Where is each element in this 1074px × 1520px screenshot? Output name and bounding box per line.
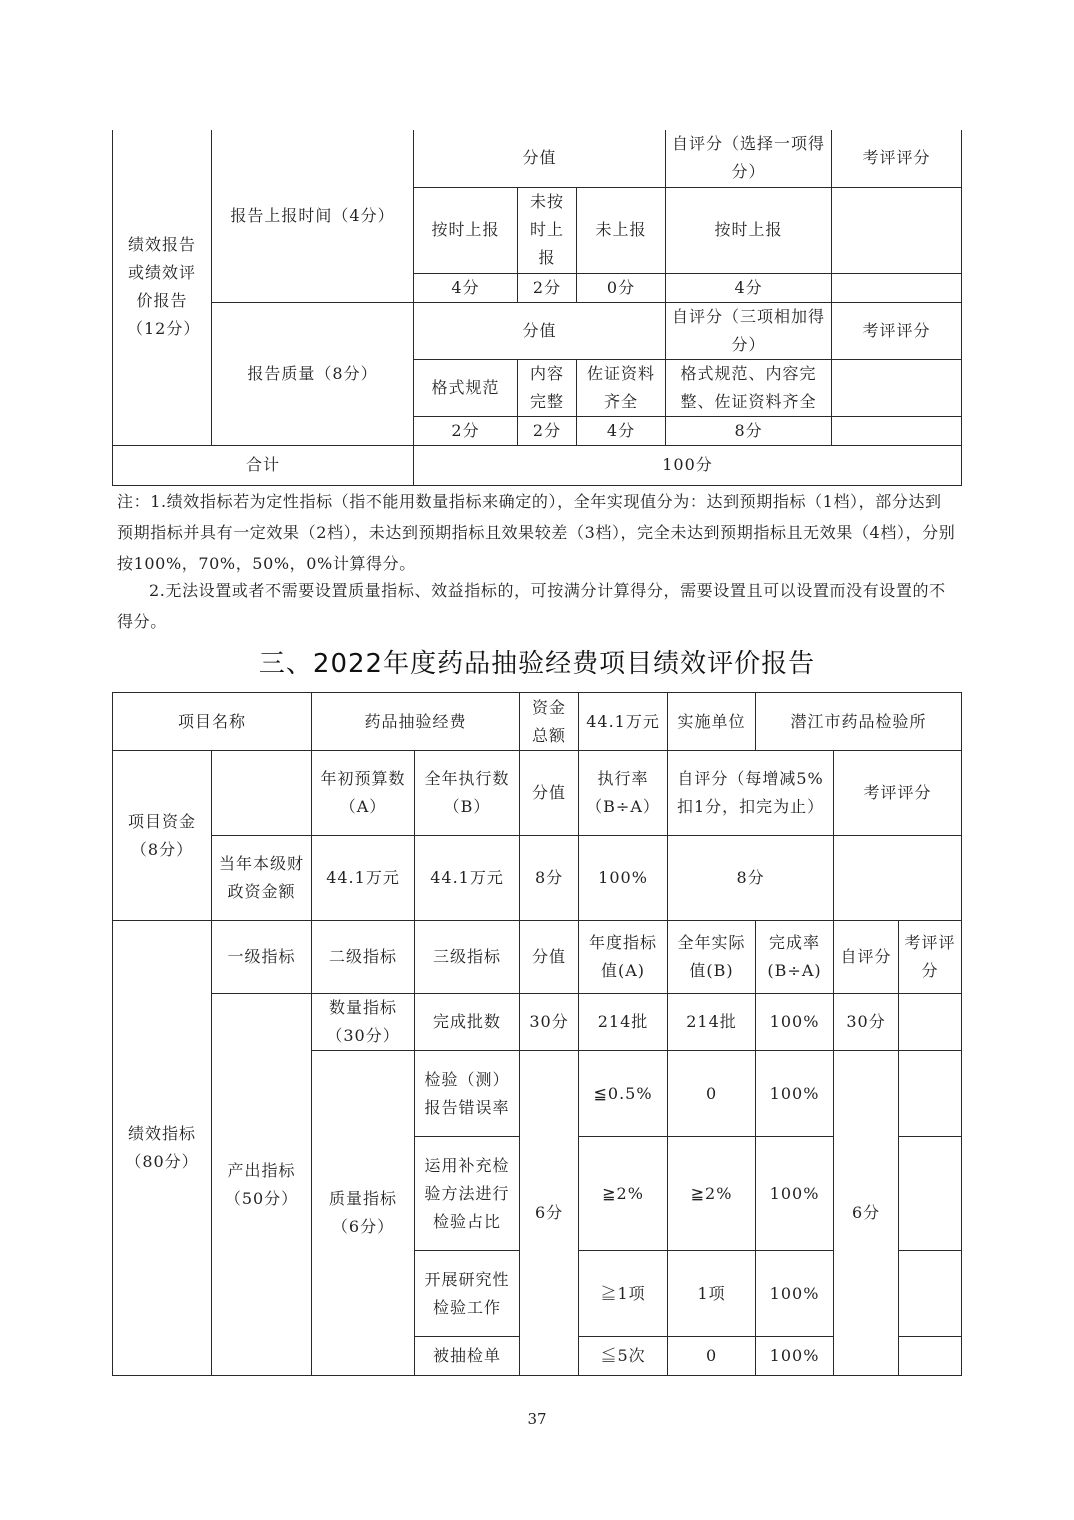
quality-row-name: 检验（测）报告错误率 bbox=[415, 1051, 520, 1137]
funds-budget: 44.1万元 bbox=[312, 836, 415, 921]
report-time-self-score: 4分 bbox=[666, 273, 832, 302]
report-quality-review-score bbox=[832, 416, 962, 445]
quality-row-rate: 100% bbox=[756, 1337, 834, 1376]
quality-row-target: ≧1项 bbox=[579, 1251, 668, 1337]
score-content: 2分 bbox=[518, 416, 577, 445]
option-evidence: 佐证资料齐全 bbox=[577, 359, 666, 416]
performance-evaluation-table bbox=[112, 692, 962, 1376]
header-value: 分值 bbox=[520, 921, 579, 994]
report-quality-self-score: 8分 bbox=[666, 416, 832, 445]
report-quality-review-cell bbox=[832, 359, 962, 416]
quality-row-actual: ≧2% bbox=[668, 1137, 756, 1251]
quality-row-name: 开展研究性检验工作 bbox=[415, 1251, 520, 1337]
project-name: 药品抽验经费 bbox=[312, 693, 520, 751]
quantity-rate: 100% bbox=[756, 994, 834, 1051]
report-category-cell: 绩效报告或绩效评价报告（12分） bbox=[113, 130, 212, 445]
header-self: 自评分 bbox=[834, 921, 899, 994]
quality-row-review bbox=[899, 1051, 962, 1137]
funds-value: 8分 bbox=[520, 836, 579, 921]
total-label: 合计 bbox=[113, 445, 414, 485]
option-content: 内容完整 bbox=[518, 359, 577, 416]
report-quality-self-option: 格式规范、内容完整、佐证资料齐全 bbox=[666, 359, 832, 416]
header-review: 考评评分 bbox=[899, 921, 962, 994]
report-time-self-header: 自评分（选择一项得分） bbox=[666, 130, 832, 187]
funds-self: 8分 bbox=[668, 836, 834, 921]
report-quality-review-header: 考评评分 bbox=[832, 302, 962, 359]
quality-value: 6分 bbox=[520, 1051, 579, 1376]
score-late: 2分 bbox=[518, 273, 577, 302]
quality-row-target: ≦5次 bbox=[579, 1337, 668, 1376]
scoring-table-continued bbox=[112, 130, 962, 486]
funds-rate-header: 执行率（B÷A） bbox=[579, 751, 668, 836]
report-time-self-option: 按时上报 bbox=[666, 187, 832, 273]
header-actual: 全年实际值(B) bbox=[668, 921, 756, 994]
funds-row-label: 当年本级财政资金额 bbox=[212, 836, 312, 921]
note-2: 2.无法设置或者不需要设置质量指标、效益指标的，可按满分计算得分，需要设置且可以设置而没有设置的不得分。 bbox=[117, 581, 946, 631]
quantity-value: 30分 bbox=[520, 994, 579, 1051]
section-title: 三、2022年度药品抽验经费项目绩效评价报告 bbox=[258, 649, 816, 679]
quantity-self: 30分 bbox=[834, 994, 899, 1051]
quantity-label: 数量指标（30分） bbox=[312, 994, 415, 1051]
funds-budget-header: 年初预算数（A） bbox=[312, 751, 415, 836]
option-late: 未按时上报 bbox=[518, 187, 577, 273]
indicators-label: 绩效指标（80分） bbox=[113, 921, 212, 1376]
quality-row-name: 运用补充检验方法进行检验占比 bbox=[415, 1137, 520, 1251]
quality-row-actual: 0 bbox=[668, 1337, 756, 1376]
page-number: 37 bbox=[527, 1410, 547, 1428]
quantity-review bbox=[899, 994, 962, 1051]
funds-rate: 100% bbox=[579, 836, 668, 921]
funds-label: 项目资金（8分） bbox=[113, 751, 212, 921]
header-level3: 三级指标 bbox=[415, 921, 520, 994]
header-level1: 一级指标 bbox=[212, 921, 312, 994]
option-format: 格式规范 bbox=[414, 359, 518, 416]
report-quality-self-header: 自评分（三项相加得分） bbox=[666, 302, 832, 359]
note-1: 注：1.绩效指标若为定性指标（指不能用数量指标来确定的），全年实现值分为：达到预期指标（1档），部分达到预期指标并具有一定效果（2档），未达到预期指标且效果较差（3档），完全未达到预期指标且无效果（4档），分别按100%，70%，50%，0%计算得分。 bbox=[117, 492, 956, 573]
funds-value-header: 分值 bbox=[520, 751, 579, 836]
report-time-label: 报告上报时间（4分） bbox=[212, 130, 414, 302]
quality-row-actual: 1项 bbox=[668, 1251, 756, 1337]
report-quality-value-header: 分值 bbox=[414, 302, 666, 359]
quality-row-target: ≦0.5% bbox=[579, 1051, 668, 1137]
funds-self-header: 自评分（每增减5%扣1分，扣完为止） bbox=[668, 751, 834, 836]
report-time-review-header: 考评评分 bbox=[832, 130, 962, 187]
header-rate: 完成率(B÷A) bbox=[756, 921, 834, 994]
score-format: 2分 bbox=[414, 416, 518, 445]
score-not-reported: 0分 bbox=[577, 273, 666, 302]
funds-exec-header: 全年执行数（B） bbox=[415, 751, 520, 836]
quality-row-actual: 0 bbox=[668, 1051, 756, 1137]
report-time-value-header: 分值 bbox=[414, 130, 666, 187]
output-indicator-label: 产出指标（50分） bbox=[212, 994, 312, 1376]
report-quality-label: 报告质量（8分） bbox=[212, 302, 414, 445]
quality-row-target: ≧2% bbox=[579, 1137, 668, 1251]
quality-self: 6分 bbox=[834, 1051, 899, 1376]
funds-exec: 44.1万元 bbox=[415, 836, 520, 921]
header-level2: 二级指标 bbox=[312, 921, 415, 994]
quality-row-review bbox=[899, 1251, 962, 1337]
quality-row-name: 被抽检单 bbox=[415, 1337, 520, 1376]
quantity-target: 214批 bbox=[579, 994, 668, 1051]
funds-review bbox=[834, 836, 962, 921]
score-on-time: 4分 bbox=[414, 273, 518, 302]
report-time-review-score bbox=[832, 273, 962, 302]
score-evidence: 4分 bbox=[577, 416, 666, 445]
quality-row-review bbox=[899, 1337, 962, 1376]
unit-label: 实施单位 bbox=[668, 693, 756, 751]
fund-total-label: 资金总额 bbox=[520, 693, 579, 751]
quantity-actual: 214批 bbox=[668, 994, 756, 1051]
quality-row-review bbox=[899, 1137, 962, 1251]
header-target: 年度指标值(A) bbox=[579, 921, 668, 994]
funds-empty-header bbox=[212, 751, 312, 836]
report-time-review-cell bbox=[832, 187, 962, 273]
quantity-name: 完成批数 bbox=[415, 994, 520, 1051]
quality-row-rate: 100% bbox=[756, 1137, 834, 1251]
unit-name: 潜江市药品检验所 bbox=[756, 693, 962, 751]
funds-review-header: 考评评分 bbox=[834, 751, 962, 836]
total-value: 100分 bbox=[414, 445, 962, 485]
option-not-reported: 未上报 bbox=[577, 187, 666, 273]
fund-total: 44.1万元 bbox=[579, 693, 668, 751]
quality-row-rate: 100% bbox=[756, 1051, 834, 1137]
quality-label: 质量指标（6分） bbox=[312, 1051, 415, 1376]
quality-row-rate: 100% bbox=[756, 1251, 834, 1337]
option-on-time: 按时上报 bbox=[414, 187, 518, 273]
project-name-label: 项目名称 bbox=[113, 693, 312, 751]
